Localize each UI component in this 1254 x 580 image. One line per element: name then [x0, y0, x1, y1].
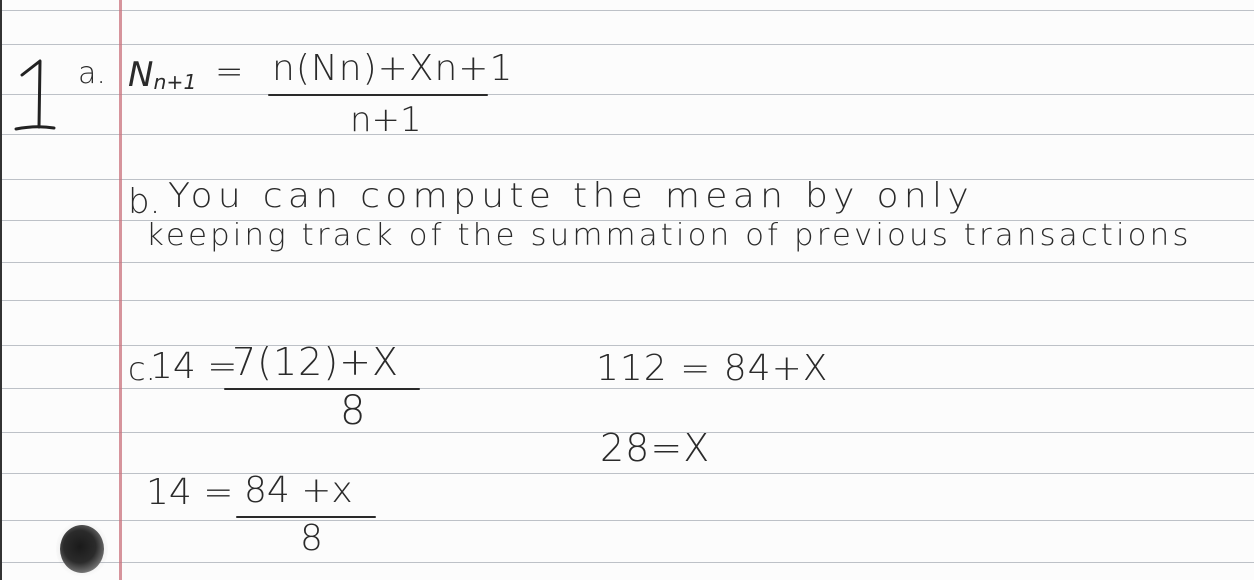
part-a-label: a.	[78, 56, 106, 91]
part-a-lhs-symbol: N	[128, 55, 154, 95]
part-c-eq1-fraction-bar	[224, 388, 420, 390]
part-c-eq1-denominator: 8	[340, 388, 366, 434]
ruled-line	[0, 44, 1254, 45]
part-a-lhs	[128, 55, 196, 95]
part-a-fraction-bar	[268, 94, 488, 96]
ruled-line	[0, 134, 1254, 135]
margin-line	[119, 0, 122, 580]
part-b-line1: You can compute the mean by only	[168, 176, 974, 216]
part-a-numerator: n(Nn)+Xn+1	[272, 48, 514, 89]
part-b-label: b.	[128, 182, 161, 222]
part-a-equals: =	[215, 52, 244, 92]
part-c-eq2-denominator: 8	[300, 518, 323, 559]
part-b-line2: keeping track of the summation of previous transactions	[146, 218, 1192, 253]
part-c-eq1-lhs: 14 =	[150, 346, 238, 387]
ruled-line	[0, 520, 1254, 521]
part-a-lhs-subscript: n+1	[153, 70, 197, 95]
part-c-step2: 28=X	[600, 426, 711, 470]
part-c-step1: 112 = 84+X	[596, 348, 829, 389]
ruled-line	[0, 300, 1254, 301]
ruled-line	[0, 562, 1254, 563]
problem-number	[8, 55, 56, 135]
part-c-eq2-numerator: 84 +x	[244, 470, 353, 511]
page-edge	[0, 0, 2, 580]
part-c-eq2-lhs: 14 =	[146, 472, 234, 513]
part-c-eq1-numerator: 7(12)+X	[232, 340, 400, 384]
binder-hole	[60, 525, 104, 573]
part-c-label: c.	[128, 350, 156, 388]
ruled-line	[0, 10, 1254, 11]
part-a-denominator: n+1	[350, 100, 422, 140]
ruled-line	[0, 262, 1254, 263]
